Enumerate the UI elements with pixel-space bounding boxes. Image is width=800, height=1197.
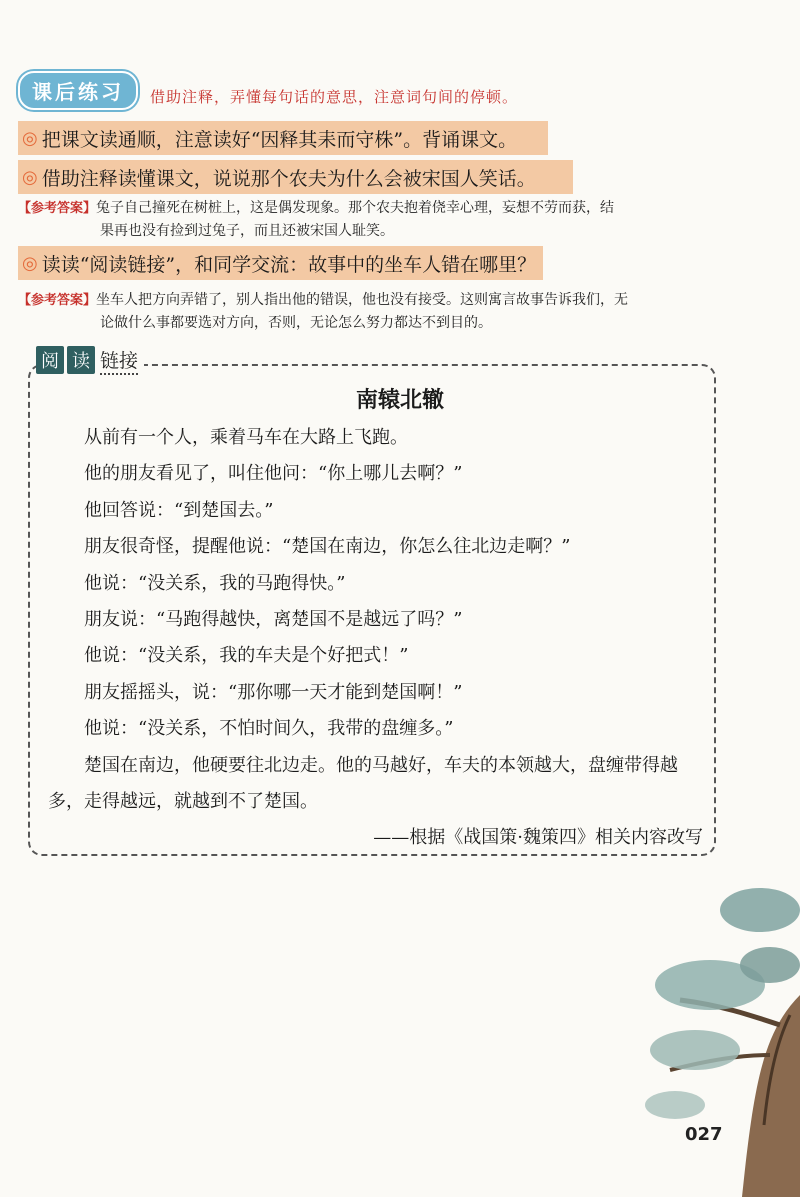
answer-line: 兔子自己撞死在树桩上，这是偶发现象。那个农夫抱着侥幸心理，妄想不劳而获，结 xyxy=(96,200,615,216)
story-paragraph: 朋友说：“马跑得越快，离楚国不是越远了吗？” xyxy=(84,609,463,631)
answer-line: 果再也没有捡到过兔子，而且还被宋国人耻笑。 xyxy=(100,223,394,239)
answer-2 xyxy=(18,289,738,334)
story-paragraph: 楚国在南边，他硬要往北边走。他的马越好，车夫的本领越大，盘缠带得越多，走得越远，就越到不了楚国。 xyxy=(48,754,678,813)
reading-link-label xyxy=(36,346,144,374)
question-text: 把课文读通顺，注意读好“因释其耒而守株”。背诵课文。 xyxy=(41,128,518,151)
story-paragraph: 他回答说：“到楚国去。” xyxy=(84,499,274,521)
answer-1 xyxy=(18,197,738,242)
story-paragraph: 他说：“没关系，我的马跑得快。” xyxy=(84,572,346,594)
page-number: 027 xyxy=(685,1124,723,1145)
reading-char-box: 读 xyxy=(67,346,95,374)
answer-tag: 【参考答案】 xyxy=(18,293,97,308)
answer-line: 坐车人把方向弄错了，别人指出他的错误，他也没有接受。这则寓言故事告诉我们，无 xyxy=(96,292,629,308)
story-paragraph: 他说：“没关系，我的车夫是个好把式！” xyxy=(84,645,409,667)
tree-illustration xyxy=(640,865,800,1197)
story-body xyxy=(48,420,703,857)
question-text: 借助注释读懂课文，说说那个农夫为什么会被宋国人笑话。 xyxy=(41,167,536,190)
story-title: 南辕北辙 xyxy=(355,388,444,413)
question-text: 读读“阅读链接”，和同学交流：故事中的坐车人错在哪里？ xyxy=(41,253,537,276)
answer-tag: 【参考答案】 xyxy=(18,201,97,216)
story-paragraph: 他的朋友看见了，叫住他问：“你上哪儿去啊？” xyxy=(84,463,463,485)
question-3 xyxy=(18,246,543,280)
reading-char-box: 阅 xyxy=(36,346,64,374)
exercise-header xyxy=(18,72,138,108)
story-paragraph: 他说：“没关系，不怕时间久，我带的盘缠多。” xyxy=(84,718,454,740)
question-2 xyxy=(18,160,573,194)
answer-line: 论做什么事都要选对方向，否则，无论怎么努力都达不到目的。 xyxy=(100,315,492,331)
exercise-badge: 课后练习 xyxy=(18,71,138,110)
reading-link-text: 链接 xyxy=(100,346,138,375)
story-paragraph: 从前有一个人，乘着马车在大路上飞跑。 xyxy=(84,427,408,448)
story-paragraph: 朋友很奇怪，提醒他说：“楚国在南边，你怎么往北边走啊？” xyxy=(84,536,571,558)
question-1 xyxy=(18,121,548,155)
story-paragraph: 朋友摇摇头，说：“那你哪一天才能到楚国啊！” xyxy=(84,681,463,703)
bullet-icon: ◎ xyxy=(22,166,38,188)
bullet-icon: ◎ xyxy=(22,127,38,149)
exercise-tip: 借助注释，弄懂每句话的意思，注意词句间的停顿。 xyxy=(150,88,519,106)
bullet-icon: ◎ xyxy=(22,252,38,274)
story-source: ——根据《战国策·魏策四》相关内容改写 xyxy=(373,827,703,849)
